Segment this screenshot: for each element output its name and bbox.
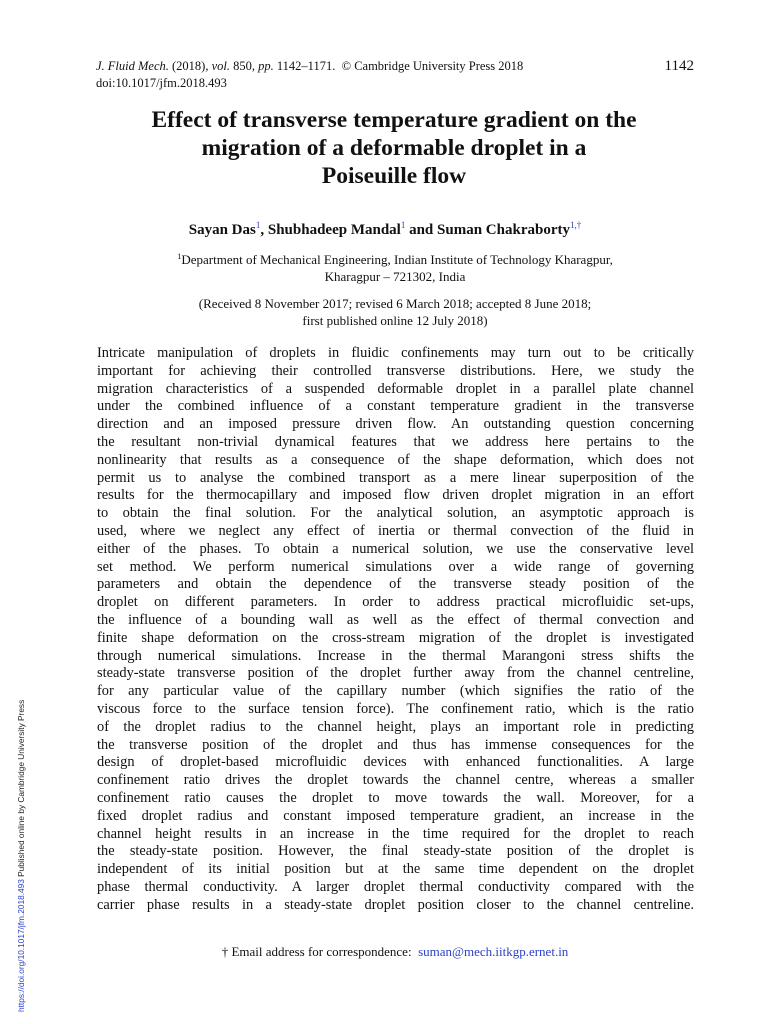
correspondence-footnote: [100, 944, 690, 960]
abstract-line: the resultant non-trivial dynamical features that we address here pertains to the: [97, 433, 694, 450]
author-separator: and: [405, 222, 438, 238]
page-number: 1142: [664, 58, 694, 74]
affiliation-marker[interactable]: 1,†: [569, 220, 582, 230]
abstract-line: important for achieving their controlled transverse distributions. Here, we study the: [97, 362, 694, 379]
abstract-line: the steady-state position. However, the final steady-state position of the droplet is: [97, 843, 694, 860]
title-line: Poiseuille flow: [321, 163, 467, 189]
abstract-line: nonlinearity that results as a consequence of the shape deformation, which does not: [97, 451, 694, 468]
journal-year: (2018),: [172, 59, 209, 73]
abstract-line: the influence of a bounding wall as well as the effect of thermal convection and: [97, 611, 694, 628]
author-separator: ,: [260, 222, 268, 238]
abstract-line: Intricate manipulation of droplets in fluidic confinements may turn out to be critically: [97, 345, 694, 361]
abstract-line: results for the thermocapillary and imposed flow driven droplet migration in an effort: [97, 487, 694, 504]
abstract-line: to obtain the final solution. For the analytical solution, an asymptotic approach is: [97, 505, 694, 522]
abstract-line: finite shape deformation on the cross-stream migration of the droplet is investigated: [97, 629, 694, 646]
abstract-line: direction and an imposed pressure driven flow. An outstanding question concerning: [97, 416, 694, 433]
sidebar-doi-link[interactable]: https://doi.org/10.1017/jfm.2018.493: [16, 879, 26, 1012]
correspondence-email-link[interactable]: suman@mech.iitkgp.ernet.in: [418, 944, 569, 959]
received-line: first published online 12 July 2018): [302, 313, 488, 328]
affiliation-number: 1: [177, 251, 182, 261]
abstract-line: design of droplet-based microfluidic devices with enhanced functionalities. A large: [97, 754, 694, 771]
abstract-line: permit us to analyse the combined transport as a mere linear superposition of the: [97, 469, 694, 486]
abstract-line: the transverse position of the droplet and thus has immense consequences for the: [97, 736, 694, 753]
abstract-line: carrier phase results in a steady-state droplet position closer to the channel centreline.: [97, 896, 694, 913]
affiliation-marker[interactable]: 1: [400, 220, 406, 230]
article-doi: doi:10.1017/jfm.2018.493: [96, 76, 227, 90]
author-name: Suman Chakraborty: [437, 222, 570, 238]
affiliation-marker[interactable]: 1: [255, 220, 261, 230]
sidebar-doi-notice: [16, 652, 26, 1012]
affiliation-line: Kharagpur – 721302, India: [324, 269, 466, 284]
abstract-line: fixed droplet radius and constant imposed temperature gradient, an increase in the: [97, 807, 694, 824]
abstract-line: used, where we neglect any effect of inertia or thermal convection of the fluid in: [97, 522, 694, 539]
abstract-line: under the combined influence of a constant temperature gradient in the transverse: [97, 398, 694, 415]
abstract-line: channel height results in an increase in the time required for the droplet to reach: [97, 825, 694, 842]
abstract-line: for any particular value of the capillary number (which signifies the ratio of the: [97, 683, 694, 700]
abstract-line: steady-state transverse position of the droplet further away from the channel centreline,: [97, 665, 694, 682]
abstract-line: migration characteristics of a suspended deformable droplet in a parallel plate channel: [97, 380, 694, 397]
footnote-label: Email address for correspondence:: [231, 944, 412, 959]
author-affiliation: [100, 248, 690, 285]
sidebar-publisher-text: Published online by Cambridge University Press: [16, 699, 26, 880]
volume-label: vol.: [211, 59, 230, 73]
author-name: Shubhadeep Mandal: [267, 222, 401, 238]
article-title: [84, 106, 704, 190]
author-list: [60, 220, 710, 239]
abstract-line: parameters and obtain the dependence of the transverse steady position of the: [97, 576, 694, 593]
volume-number: 850,: [233, 59, 255, 73]
received-dates: [100, 295, 690, 329]
title-line: migration of a deformable droplet in a: [201, 135, 587, 161]
abstract-line: of the droplet radius to the channel height, plays an important role in predicting: [97, 718, 694, 735]
page-range: 1142–1171.: [276, 59, 336, 73]
abstract-line: viscous force to the surface tension force). The confinement ratio, which is the ratio: [97, 700, 694, 717]
footnote-marker: †: [221, 944, 229, 959]
abstract-line: either of the phases. To obtain a numerical solution, we use the conservative level: [97, 540, 694, 557]
pages-label: pp.: [258, 59, 274, 73]
journal-header: [96, 58, 696, 92]
journal-name: J. Fluid Mech.: [96, 59, 169, 73]
title-line: Effect of transverse temperature gradient on the: [151, 107, 637, 133]
abstract-line: set method. We perform numerical simulations over a wide range of governing: [97, 558, 694, 575]
abstract-line: confinement ratio causes the droplet to move towards the wall. Moreover, for a: [97, 789, 694, 806]
received-line: (Received 8 November 2017; revised 6 March 2018; accepted 8 June 2018;: [198, 296, 592, 311]
copyright-notice: © Cambridge University Press 2018: [341, 59, 524, 73]
abstract-line: droplet on different parameters. In order to address practical microfluidic set-ups,: [97, 594, 694, 611]
abstract-line: confinement ratio drives the droplet towards the channel centre, whereas a smaller: [97, 772, 694, 789]
author-name: Sayan Das: [188, 222, 256, 238]
abstract: [97, 345, 694, 915]
abstract-line: through numerical simulations. Increase in the thermal Marangoni stress shifts the: [97, 647, 694, 664]
affiliation-line: Department of Mechanical Engineering, Indian Institute of Technology Kharagpur,: [181, 252, 613, 267]
abstract-line: phase thermal conductivity. A larger droplet thermal conductivity compared with the: [97, 878, 694, 895]
abstract-line: independent of its initial position but at the same time dependent on the droplet: [97, 861, 694, 878]
